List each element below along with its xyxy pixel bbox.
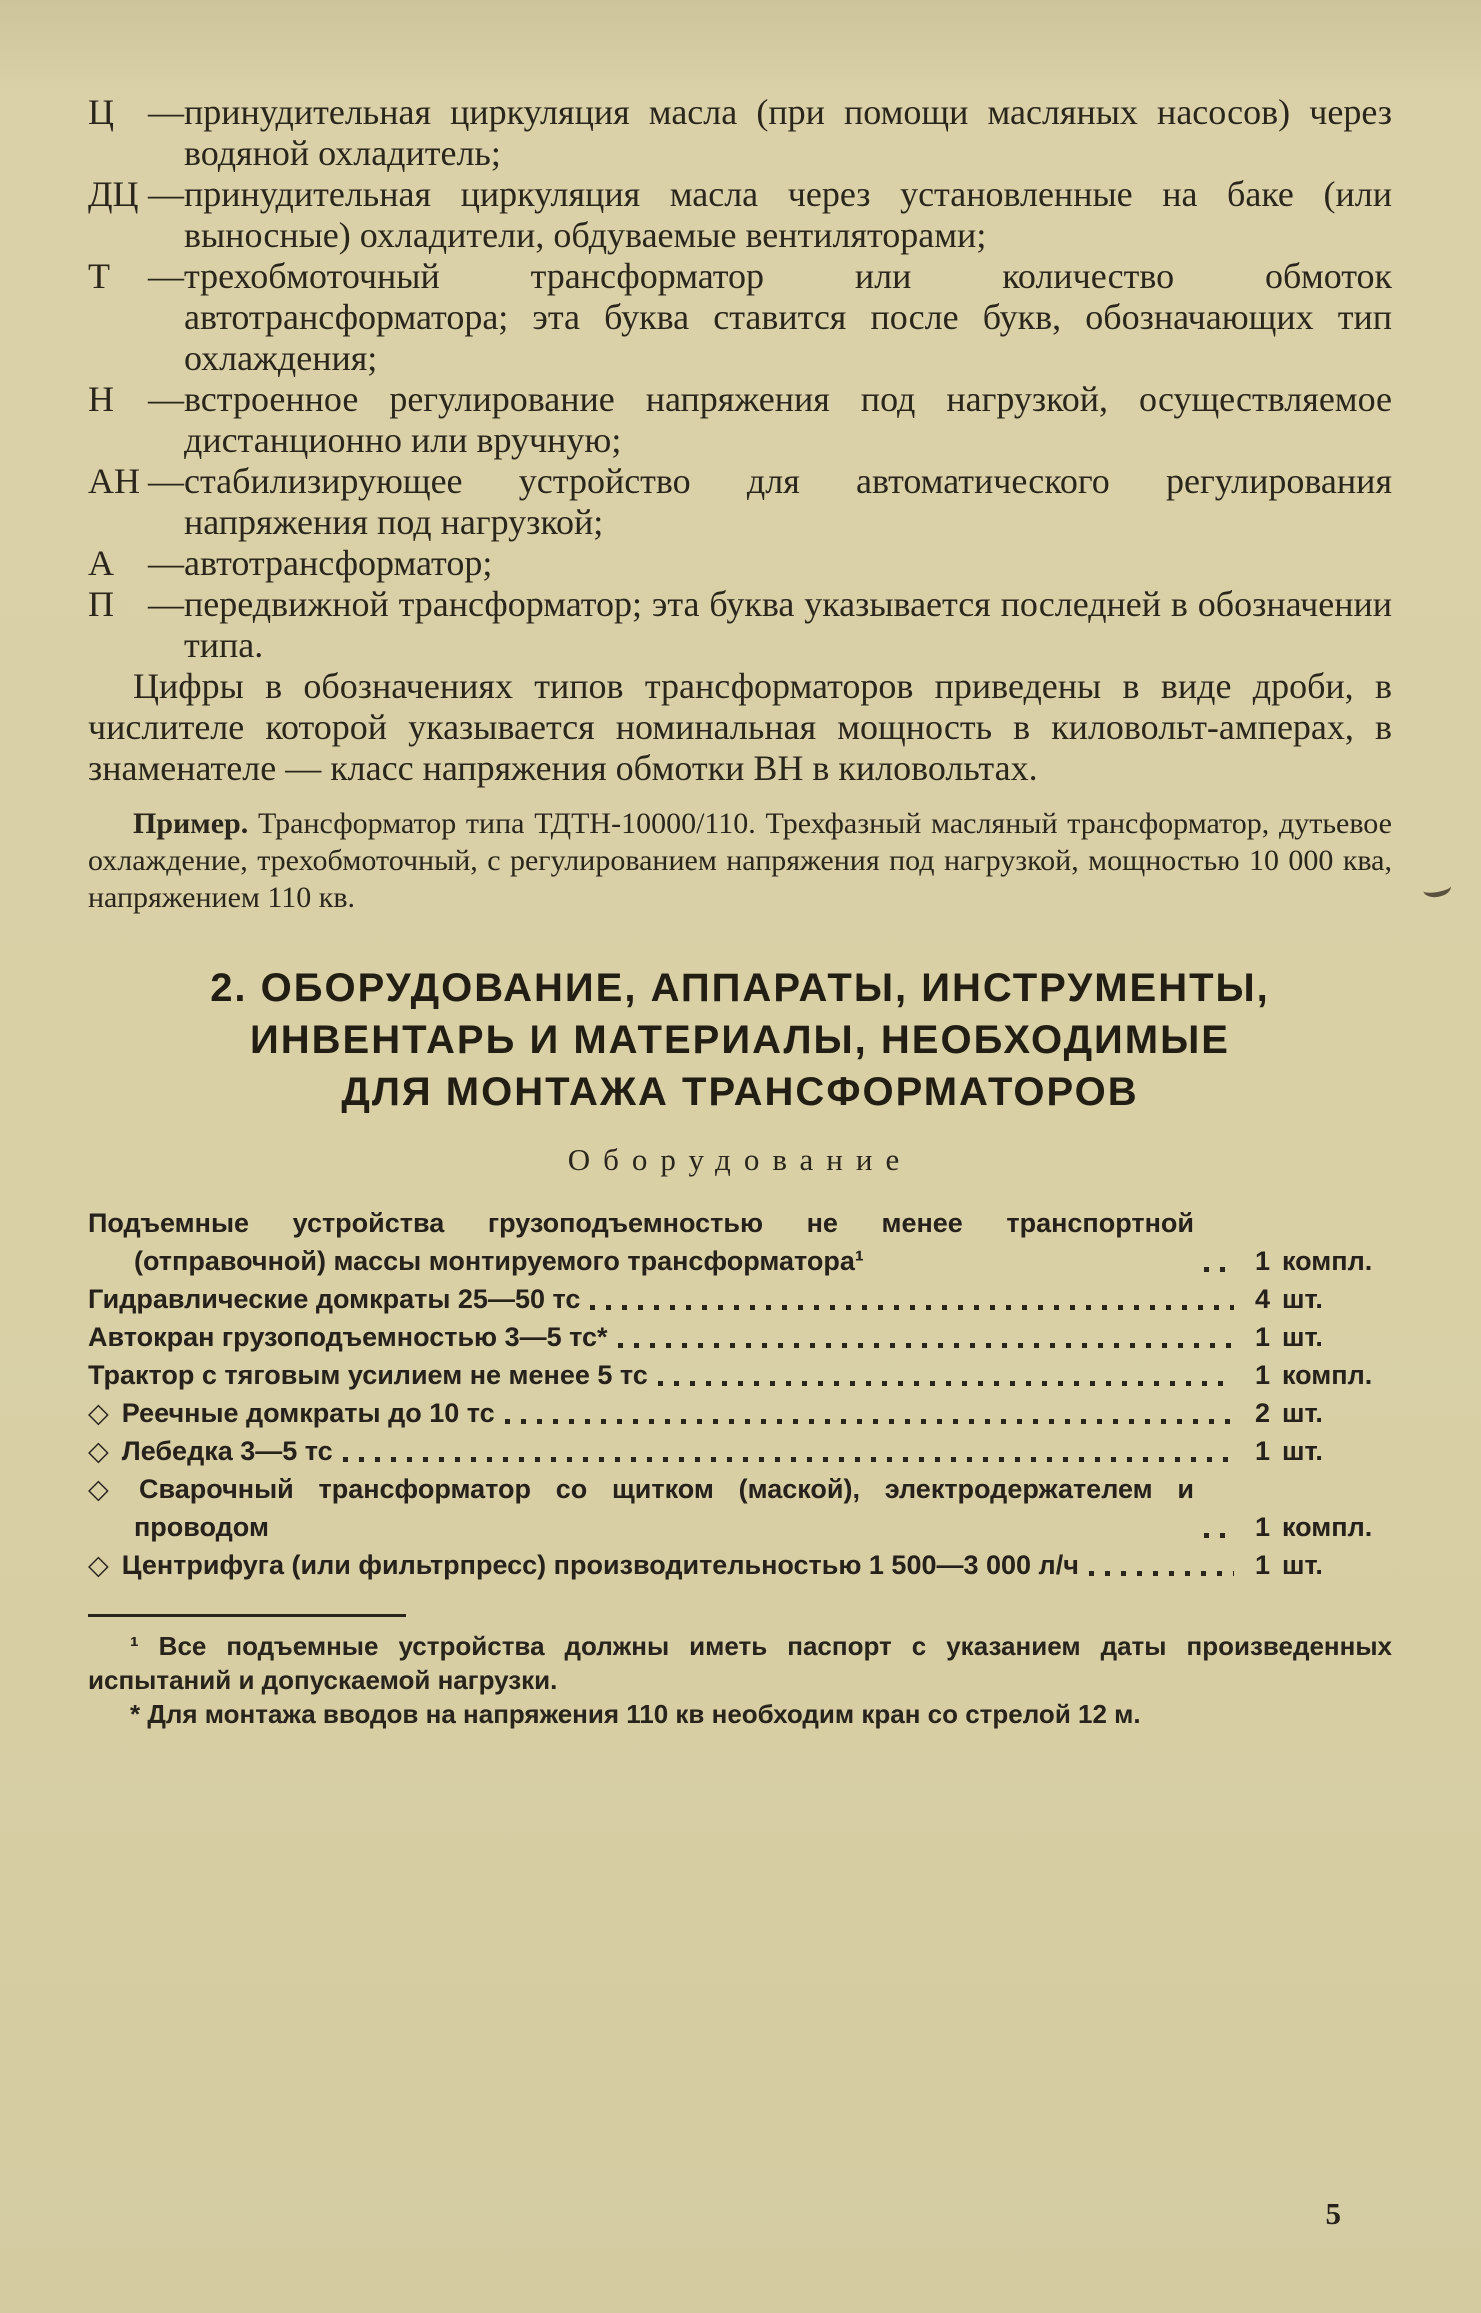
diamond-marker: ◇ [88, 1398, 109, 1428]
dot-leader [505, 1419, 1234, 1424]
equipment-name-text: Центрифуга (или фильтрпресс) производительностью 1 500—3 000 л/ч [121, 1550, 1079, 1580]
example-paragraph [88, 805, 1392, 916]
equipment-item [88, 1318, 1392, 1356]
definition-term: АН [88, 461, 140, 501]
equipment-unit: компл. [1282, 1512, 1373, 1542]
example-text: Трансформатор типа ТДТН-10000/110. Трехфазный масляный трансформатор, дутьевое охлаждение, трехобмоточный, с регулированием напряжения под нагрузкой, мощностью 10 000 ква, напряжением 110 кв. [88, 807, 1392, 914]
definition-term: Ц [88, 92, 114, 132]
equipment-unit: компл. [1282, 1360, 1373, 1390]
definition-term: А [88, 543, 114, 583]
definition-dash: — [148, 584, 184, 624]
equipment-name-text: Сварочный трансформатор со щитком (маской), электродержателем и проводом [134, 1474, 1194, 1542]
equipment-unit: шт. [1282, 1322, 1323, 1352]
abbreviation-definitions [88, 92, 1392, 666]
section-heading [88, 962, 1392, 1118]
equipment-item [88, 1394, 1392, 1432]
equipment-name-text: Трактор с тяговым усилием не менее 5 тс [88, 1360, 648, 1390]
definition-dash: — [148, 543, 184, 583]
equipment-quantity: 1 [1254, 1436, 1270, 1466]
definition-text: принудительная циркуляция масла (при помощи масляных насосов) через водяной охладитель; [184, 92, 1392, 173]
equipment-quantity: 1 [1254, 1512, 1270, 1542]
diamond-marker: ◇ [88, 1474, 127, 1504]
equipment-list [88, 1204, 1392, 1584]
footnote-2: * Для монтажа вводов на напряжения 110 кв необходим кран со стрелой 12 м. [130, 1699, 1141, 1729]
scan-artifact [1422, 878, 1453, 900]
equipment-item [88, 1432, 1392, 1470]
definition-text: встроенное регулирование напряжения под нагрузкой, осуществляемое дистанционно или вручную; [184, 379, 1392, 460]
definition-row [88, 92, 1392, 174]
definition-dash: — [148, 174, 184, 214]
equipment-quantity: 1 [1254, 1550, 1270, 1580]
equipment-name-text: Автокран грузоподъемностью 3—5 тс* [88, 1322, 608, 1352]
dot-leader [618, 1343, 1234, 1348]
definition-dash: — [148, 461, 184, 501]
equipment-quantity: 1 [1254, 1360, 1270, 1390]
section-heading-line: 2. ОБОРУДОВАНИЕ, АППАРАТЫ, ИНСТРУМЕНТЫ, [210, 966, 1270, 1010]
equipment-item [88, 1204, 1392, 1280]
definition-text: принудительная циркуляция масла через установленные на баке (или выносные) охладители, обдуваемые вентиляторами; [184, 174, 1392, 255]
equipment-name [88, 1546, 1079, 1584]
equipment-quantity: 1 [1254, 1246, 1270, 1276]
page-number: 5 [1325, 2196, 1341, 2231]
definition-term: ДЦ [88, 174, 139, 214]
dot-leader [1204, 1267, 1234, 1272]
definition-term: Н [88, 379, 114, 419]
definition-dash: — [148, 92, 184, 132]
equipment-item [88, 1470, 1392, 1546]
footnote-separator [88, 1614, 406, 1617]
fraction-explanation-paragraph: Цифры в обозначениях типов трансформаторов приведены в виде дроби, в числителе которой указывается номинальная мощность в киловольт-амперах, в знаменателе — класс напряжения обмотки ВН в киловольтах. [88, 666, 1392, 788]
equipment-name-text: Реечные домкраты до 10 тс [121, 1398, 495, 1428]
definition-row [88, 584, 1392, 666]
equipment-name [88, 1204, 1194, 1280]
equipment-unit: шт. [1282, 1550, 1323, 1580]
section-heading-line: ДЛЯ МОНТАЖА ТРАНСФОРМАТОРОВ [341, 1070, 1139, 1114]
equipment-name-text: Лебедка 3—5 тс [121, 1436, 333, 1466]
definition-text: передвижной трансформатор; эта буква указывается последней в обозначении типа. [184, 584, 1392, 665]
equipment-quantity: 2 [1254, 1398, 1270, 1428]
equipment-quantity: 4 [1254, 1284, 1270, 1314]
dot-leader [658, 1381, 1234, 1386]
equipment-item [88, 1356, 1392, 1394]
equipment-name-text: Гидравлические домкраты 25—50 тс [88, 1284, 581, 1314]
equipment-name [88, 1470, 1194, 1546]
definition-text: трехобмоточный трансформатор или количество обмоток автотрансформатора; эта буква ставится после букв, обозначающих тип охлаждения; [184, 256, 1392, 378]
equipment-name [88, 1280, 580, 1318]
dot-leader [1204, 1533, 1234, 1538]
equipment-name [88, 1432, 333, 1470]
dot-leader [343, 1457, 1234, 1462]
diamond-marker: ◇ [88, 1550, 109, 1580]
definition-row [88, 379, 1392, 461]
definition-row [88, 461, 1392, 543]
section-heading-line: ИНВЕНТАРЬ И МАТЕРИАЛЫ, НЕОБХОДИМЫЕ [250, 1018, 1230, 1062]
definition-term: Т [88, 256, 110, 296]
equipment-item [88, 1546, 1392, 1584]
equipment-unit: компл. [1282, 1246, 1373, 1276]
equipment-name [88, 1318, 608, 1356]
definition-dash: — [148, 379, 184, 419]
equipment-unit: шт. [1282, 1398, 1323, 1428]
example-label: Пример. [133, 807, 249, 840]
equipment-unit: шт. [1282, 1436, 1323, 1466]
diamond-marker: ◇ [88, 1436, 109, 1466]
definition-text: стабилизирующее устройство для автоматического регулирования напряжения под нагрузкой; [184, 461, 1392, 542]
definition-term: П [88, 584, 114, 624]
subheading-equipment: Оборудование [567, 1142, 913, 1177]
dot-leader [1089, 1571, 1234, 1576]
definition-text: автотрансформатор; [184, 543, 493, 583]
definition-row [88, 543, 1392, 584]
definition-dash: — [148, 256, 184, 296]
dot-leader [590, 1305, 1234, 1310]
footnote-1: ¹ Все подъемные устройства должны иметь паспорт с указанием даты произведенных испытаний и допускаемой нагрузки. [88, 1631, 1392, 1695]
equipment-name-text: Подъемные устройства грузоподъемностью не менее транспортной (отправочной) массы монтируемого трансформатора¹ [88, 1208, 1194, 1276]
equipment-name [88, 1394, 495, 1432]
equipment-unit: шт. [1282, 1284, 1323, 1314]
definition-row [88, 256, 1392, 379]
definition-row [88, 174, 1392, 256]
equipment-name [88, 1356, 648, 1394]
equipment-quantity: 1 [1254, 1322, 1270, 1352]
equipment-item [88, 1280, 1392, 1318]
